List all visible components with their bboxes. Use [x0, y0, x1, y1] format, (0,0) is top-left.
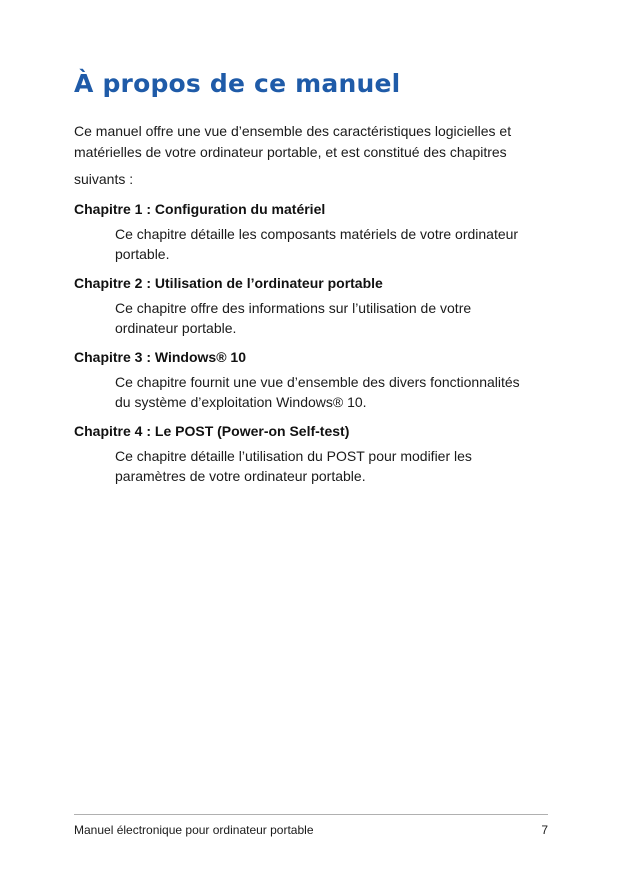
chapter-description-line: Ce chapitre offre des informations sur l’utilisation de votre: [115, 300, 472, 316]
footer-divider: [74, 814, 548, 815]
chapter-item: [74, 420, 554, 486]
intro-paragraph: [74, 121, 554, 190]
chapter-heading: Chapitre 2 : Utilisation de l’ordinateur portable: [74, 275, 383, 291]
chapter-heading: Chapitre 1 : Configuration du matériel: [74, 201, 326, 217]
chapter-description: [115, 224, 554, 264]
page-title: À propos de ce manuel: [74, 69, 401, 98]
chapter-description: [115, 298, 554, 338]
page-number: 7: [541, 823, 548, 837]
chapter-item: [74, 198, 554, 264]
chapter-list: [74, 198, 554, 494]
chapter-description-line: ordinateur portable.: [115, 320, 237, 336]
chapter-description-line: portable.: [115, 246, 170, 262]
chapter-description-line: Ce chapitre détaille l’utilisation du POST pour modifier les: [115, 448, 472, 464]
chapter-description-line: paramètres de votre ordinateur portable.: [115, 468, 366, 484]
intro-line: suivants :: [74, 171, 134, 187]
intro-line: matérielles de votre ordinateur portable, et est constitué des chapitres: [74, 144, 507, 160]
chapter-description: [115, 446, 554, 486]
intro-line: Ce manuel offre une vue d’ensemble des caractéristiques logicielles et: [74, 123, 512, 139]
chapter-description-line: du système d’exploitation Windows® 10.: [115, 394, 367, 410]
chapter-heading: Chapitre 3 : Windows® 10: [74, 349, 246, 365]
chapter-description: [115, 372, 554, 412]
chapter-heading: Chapitre 4 : Le POST (Power-on Self-test): [74, 423, 350, 439]
footer-title: Manuel électronique pour ordinateur portable: [74, 823, 314, 837]
chapter-description-line: Ce chapitre fournit une vue d’ensemble des divers fonctionnalités: [115, 374, 520, 390]
chapter-description-line: Ce chapitre détaille les composants matériels de votre ordinateur: [115, 226, 519, 242]
chapter-item: [74, 272, 554, 338]
chapter-item: [74, 346, 554, 412]
